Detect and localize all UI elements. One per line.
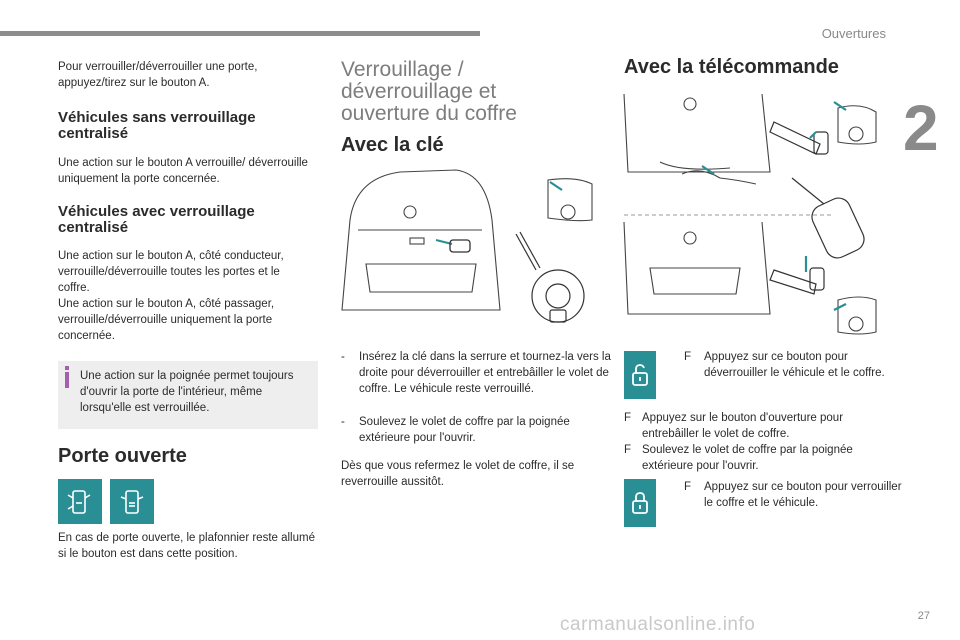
info-text: Une action sur la poignée permet toujours d'ouvrir la porte de l'intérieur, même lorsqu'elle est verrouillée.: [80, 370, 294, 414]
avec-verrouillage-text-passenger: Une action sur le bouton A, côté passager, verrouille/déverrouille uniquement la porte concernée.: [58, 298, 275, 342]
remote-step-1: F Appuyez sur le bouton d'ouverture pour entrebâiller le volet de coffre.: [624, 412, 844, 440]
avec-verrouillage-text-driver: Une action sur le bouton A, côté conducteur, verrouille/déverrouille toutes les portes et le coffre.: [58, 250, 284, 294]
sans-verrouillage-title: Véhicules sans verrouillage centralisé: [58, 109, 256, 142]
porte-ouverte-title: Porte ouverte: [58, 445, 187, 467]
header-bar: [0, 31, 480, 36]
info-icon: [64, 366, 70, 388]
sans-verrouillage-text: Une action sur le bouton A verrouille/ déverrouille uniquement la porte concernée.: [58, 157, 308, 185]
cle-step-1: - Insérez la clé dans la serrure et tournez-la vers la droite pour déverrouiller et entrebâiller le volet de coffre. Le véhicule reste verrouillé.: [341, 351, 611, 395]
telecommande-title: Avec la télécommande: [624, 56, 839, 78]
page-number: 27: [917, 610, 930, 622]
avec-verrouillage-title: Véhicules avec verrouillage centralisé: [58, 203, 255, 236]
porte-ouverte-text: En cas de porte ouverte, le plafonnier reste allumé si le bouton est dans cette position.: [58, 532, 315, 560]
key-trunk-illustration: [336, 160, 598, 336]
chapter-number: 2: [903, 92, 939, 164]
lock-icon: [624, 479, 656, 527]
lock-text: F Appuyez sur ce bouton pour verrouiller le coffre et le véhicule.: [684, 481, 902, 509]
cle-step-2: - Soulevez le volet de coffre par la poignée extérieure pour l'ouvrir.: [341, 416, 570, 444]
cle-closing-text: Dès que vous refermez le volet de coffre, il se reverrouille aussitôt.: [341, 460, 575, 488]
unlock-icon: [624, 351, 656, 399]
remote-step-2: F Soulevez le volet de coffre par la poignée extérieure pour l'ouvrir.: [624, 444, 853, 472]
remote-trunk-illustration: [620, 88, 882, 340]
avec-la-cle-title: Avec la clé: [341, 134, 444, 156]
watermark: carmanualsonline.info: [560, 614, 756, 635]
coffre-title: Verrouillage / déverrouillage et ouverture du coffre: [341, 58, 517, 125]
intro-text: Pour verrouiller/déverrouiller une porte, appuyez/tirez sur le bouton A.: [58, 61, 258, 89]
door-closed-icon: [110, 479, 154, 524]
section-label: Ouvertures: [821, 26, 886, 41]
unlock-text: F Appuyez sur ce bouton pour déverrouiller le véhicule et le coffre.: [684, 351, 885, 379]
door-open-icon: [58, 479, 102, 524]
